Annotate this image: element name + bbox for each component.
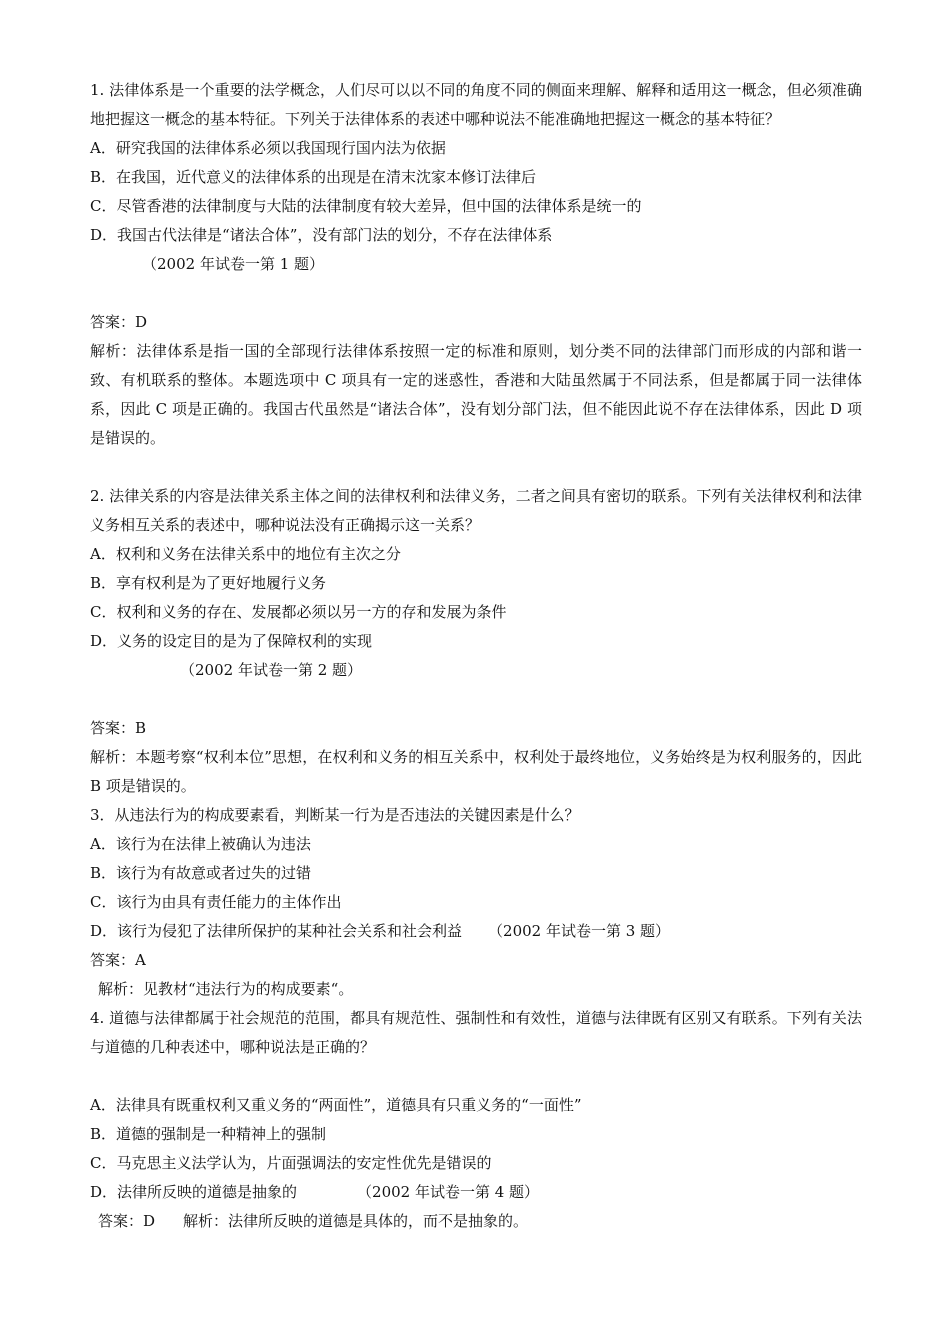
spacer <box>90 453 862 482</box>
q4-option-d: D．法律所反映的道德是抽象的 <box>90 1183 298 1201</box>
q1-option-a: A．研究我国的法律体系必须以我国现行国内法为依据 <box>90 139 446 157</box>
q3-analysis: 解析：见教材“违法行为的构成要素“。 <box>98 980 354 998</box>
spacer <box>90 685 862 714</box>
q2-option-d: D．义务的设定目的是为了保障权利的实现 <box>90 632 373 650</box>
q2-option-c: C．权利和义务的存在、发展都必须以另一方的存和发展为条件 <box>90 603 507 621</box>
document-page <box>90 76 862 1236</box>
q3-option-b: B．该行为有故意或者过失的过错 <box>90 864 312 882</box>
q4-option-d-row <box>90 1178 862 1207</box>
q2-stem: 2. 法律关系的内容是法律关系主体之间的法律权利和法律义务，二者之间具有密切的联系。下列有关法律权利和法律义务相互关系的表述中，哪种说法没有正确揭示这一关系？ <box>90 487 862 534</box>
spacer <box>90 1062 862 1091</box>
q3-option-c: C．该行为由具有责任能力的主体作出 <box>90 893 342 911</box>
q3-option-d-row <box>90 917 862 946</box>
q4-answer-row <box>90 1207 862 1236</box>
q1-source: （2002 年试卷一第 1 题） <box>142 255 325 273</box>
q4-source: （2002 年试卷一第 4 题） <box>357 1183 540 1201</box>
q3-stem: 3．从违法行为的构成要素看，判断某一行为是否违法的关键因素是什么？ <box>90 806 580 824</box>
q4-analysis: 解析：法律所反映的道德是具体的，而不是抽象的。 <box>183 1212 529 1230</box>
q3-option-d: D．该行为侵犯了法律所保护的某种社会关系和社会利益 <box>90 922 463 940</box>
q4-option-a: A．法律具有既重权利又重义务的“两面性”，道德具有只重义务的“一面性” <box>90 1096 582 1114</box>
q4-stem: 4. 道德与法律都属于社会规范的范围，都具有规范性、强制性和有效性，道德与法律既有区别又有联系。下列有关法与道德的几种表述中，哪种说法是正确的？ <box>90 1009 862 1056</box>
q2-option-a: A．权利和义务在法律关系中的地位有主次之分 <box>90 545 401 563</box>
q1-option-d: D．我国古代法律是“诸法合体”，没有部门法的划分，不存在法律体系 <box>90 226 553 244</box>
q1-analysis: 解析：法律体系是指一国的全部现行法律体系按照一定的标准和原则，划分类不同的法律部门而形成的内部和谐一致、有机联系的整体。本题选项中 C 项具有一定的迷惑性，香港和大陆虽然属于不同法系，但是都属于同一法律体系，因此 C 项是正确的。我国古代虽然是“诸法合体”，没有划分部门法，但不能因此说不存在法律体系，因此 D 项是错误的。 <box>90 342 862 447</box>
q3-answer: 答案：A <box>90 951 146 969</box>
spacer <box>90 279 862 308</box>
q1-answer: 答案：D <box>90 313 148 331</box>
q3-source: （2002 年试卷一第 3 题） <box>488 922 671 940</box>
q1-stem: 1. 法律体系是一个重要的法学概念，人们尽可以以不同的角度不同的侧面来理解、解释和适用这一概念，但必须准确地把握这一概念的基本特征。下列关于法律体系的表述中哪种说法不能准确地把握这一概念的基本特征？ <box>90 81 862 128</box>
q2-answer: 答案：B <box>90 719 147 737</box>
q1-option-c: C．尽管香港的法律制度与大陆的法律制度有较大差异，但中国的法律体系是统一的 <box>90 197 642 215</box>
q1-option-b: B．在我国，近代意义的法律体系的出现是在清末沈家本修订法律后 <box>90 168 537 186</box>
q2-source: （2002 年试卷一第 2 题） <box>180 661 363 679</box>
q4-option-b: B．道德的强制是一种精神上的强制 <box>90 1125 327 1143</box>
q4-option-c: C．马克思主义法学认为，片面强调法的安定性优先是错误的 <box>90 1154 492 1172</box>
q4-answer: 答案：D <box>98 1212 156 1230</box>
q2-analysis: 解析：本题考察“权利本位”思想，在权利和义务的相互关系中，权利处于最终地位，义务始终是为权利服务的，因此 B 项是错误的。 <box>90 748 862 795</box>
q3-option-a: A．该行为在法律上被确认为违法 <box>90 835 311 853</box>
q2-option-b: B．享有权利是为了更好地履行义务 <box>90 574 327 592</box>
